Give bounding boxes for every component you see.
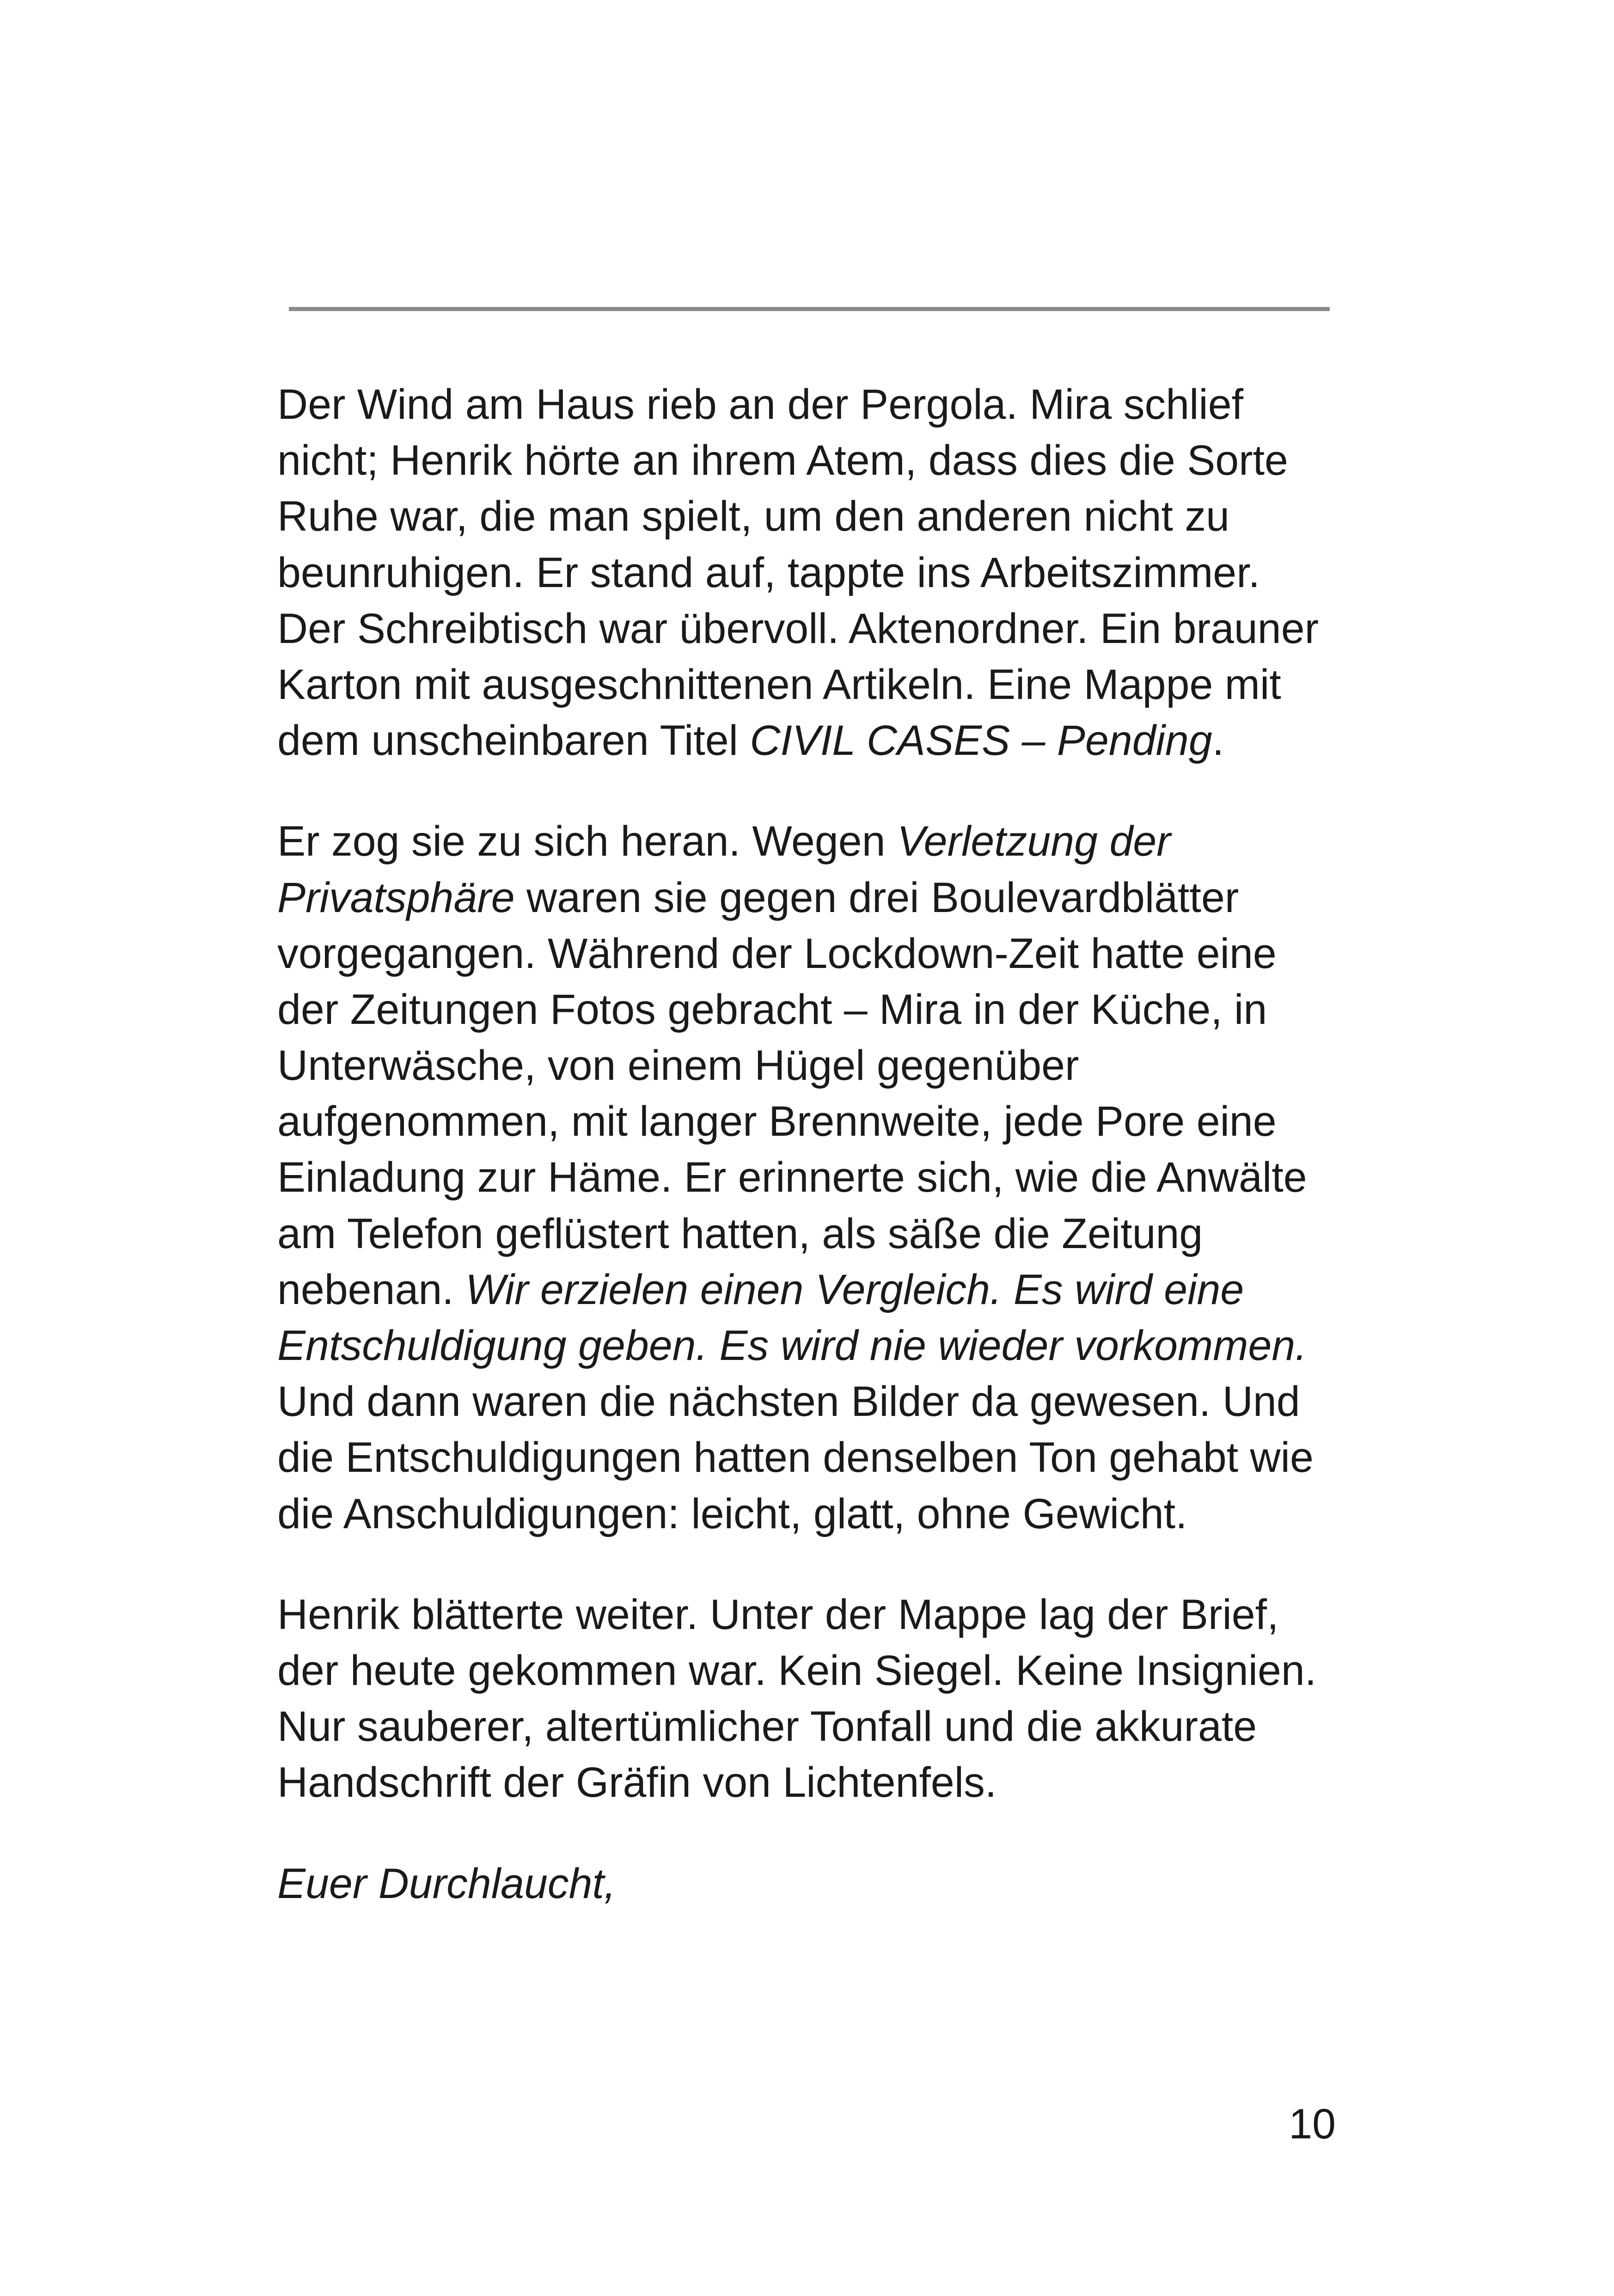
body-text	[277, 377, 1354, 1957]
text-line	[277, 377, 1354, 433]
text-run: Nur sauberer, altertümlicher Tonfall und die akkurate	[277, 1703, 1257, 1751]
italic-text: CIVIL CASES – Pending	[750, 717, 1212, 765]
paragraph	[277, 1587, 1354, 1811]
text-line	[277, 1856, 1354, 1912]
text-line	[277, 601, 1354, 657]
italic-text: Verletzung der	[897, 818, 1171, 865]
text-run: die Anschuldigungen: leicht, glatt, ohne Gewicht.	[277, 1490, 1187, 1537]
text-run: Handschrift der Gräfin von Lichtenfels.	[277, 1759, 997, 1806]
text-run: dem unscheinbaren Titel	[277, 717, 750, 765]
text-run: nicht; Henrik hörte an ihrem Atem, dass dies die Sorte	[277, 437, 1288, 484]
text-line	[277, 1430, 1354, 1486]
text-line	[277, 1755, 1354, 1811]
text-line	[277, 1587, 1354, 1643]
page-number: 10	[1289, 2100, 1336, 2148]
text-line	[277, 1094, 1354, 1150]
text-run: waren sie gegen drei Boulevardblätter	[514, 874, 1239, 921]
text-line	[277, 1206, 1354, 1262]
text-line	[277, 1318, 1354, 1374]
text-line	[277, 1150, 1354, 1206]
text-line	[277, 1374, 1354, 1430]
text-line	[277, 1643, 1354, 1699]
text-run: .	[1212, 717, 1224, 765]
text-line	[277, 489, 1354, 545]
text-run: beunruhigen. Er stand auf, tappte ins Arbeitszimmer.	[277, 549, 1260, 596]
text-run: vorgegangen. Während der Lockdown-Zeit hatte eine	[277, 930, 1277, 977]
text-line	[277, 1486, 1354, 1542]
text-run: Einladung zur Häme. Er erinnerte sich, wie die Anwälte	[277, 1154, 1307, 1201]
text-line	[277, 814, 1354, 869]
text-run: Er zog sie zu sich heran. Wegen	[277, 818, 898, 865]
text-run: Karton mit ausgeschnittenen Artikeln. Eine Mappe mit	[277, 661, 1281, 708]
text-line	[277, 1038, 1354, 1094]
text-line	[277, 657, 1354, 713]
text-run: Der Wind am Haus rieb an der Pergola. Mira schlief	[277, 381, 1244, 428]
paragraph	[277, 814, 1354, 1542]
text-line	[277, 1262, 1354, 1318]
text-run: Der Schreibtisch war übervoll. Aktenordner. Ein brauner	[277, 605, 1319, 652]
text-line	[277, 545, 1354, 601]
text-run: nebenan.	[277, 1266, 466, 1313]
text-run: die Entschuldigungen hatten denselben Ton gehabt wie	[277, 1434, 1314, 1482]
text-run: am Telefon geflüstert hatten, als säße die Zeitung	[277, 1210, 1203, 1257]
italic-text: Privatsphäre	[277, 874, 515, 921]
text-line	[277, 870, 1354, 926]
text-line	[277, 1699, 1354, 1755]
text-line	[277, 433, 1354, 489]
salutation	[277, 1856, 1354, 1912]
text-run: Unterwäsche, von einem Hügel gegenüber	[277, 1042, 1079, 1090]
text-line	[277, 713, 1354, 769]
text-run: der heute gekommen war. Kein Siegel. Keine Insignien.	[277, 1647, 1317, 1694]
text-run: Und dann waren die nächsten Bilder da gewesen. Und	[277, 1378, 1300, 1426]
text-line	[277, 926, 1354, 982]
header-rule	[289, 307, 1330, 311]
italic-text: Wir erzielen einen Vergleich. Es wird eine	[465, 1266, 1244, 1313]
italic-text: Euer Durchlaucht,	[277, 1860, 616, 1907]
text-line	[277, 982, 1354, 1038]
paragraph	[277, 377, 1354, 769]
text-run: der Zeitungen Fotos gebracht – Mira in der Küche, in	[277, 986, 1267, 1033]
text-run: aufgenommen, mit langer Brennweite, jede Pore eine	[277, 1098, 1277, 1145]
text-run: Ruhe war, die man spielt, um den anderen nicht zu	[277, 493, 1229, 540]
text-run: Henrik blätterte weiter. Unter der Mappe lag der Brief,	[277, 1591, 1279, 1638]
italic-text: Entschuldigung geben. Es wird nie wieder vorkommen.	[277, 1322, 1307, 1369]
